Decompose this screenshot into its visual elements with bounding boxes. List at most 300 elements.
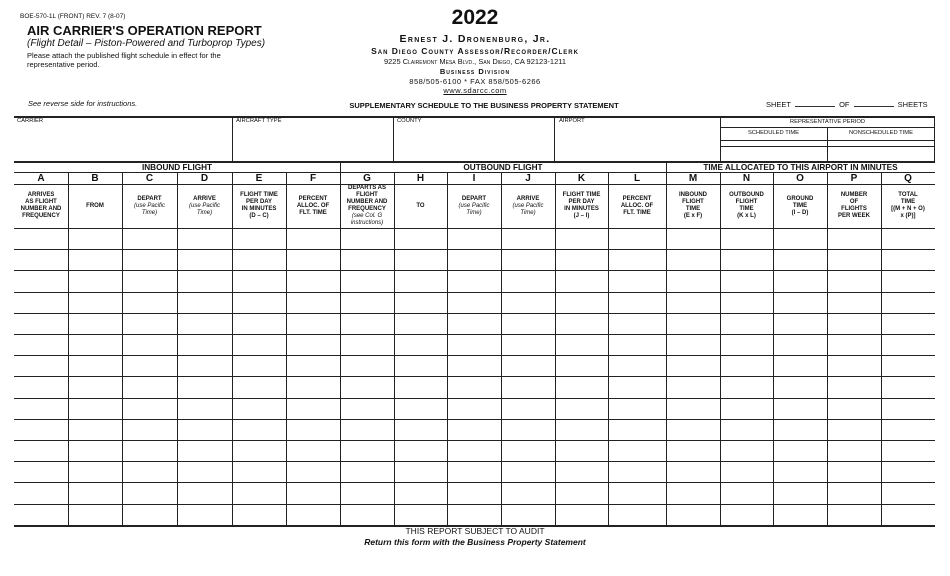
table-cell[interactable]: [448, 420, 500, 439]
table-cell[interactable]: [882, 399, 934, 418]
table-cell[interactable]: [828, 229, 880, 248]
table-cell[interactable]: [667, 293, 719, 312]
table-cell[interactable]: [828, 377, 880, 396]
total-sheets-field[interactable]: [854, 99, 894, 107]
table-cell[interactable]: [448, 271, 500, 290]
sheet-number-field[interactable]: [795, 99, 835, 107]
rule-line: [393, 116, 394, 161]
table-cell[interactable]: [287, 462, 339, 481]
table-cell[interactable]: [395, 250, 446, 269]
table-cell[interactable]: [774, 399, 826, 418]
table-cell[interactable]: [287, 441, 339, 460]
table-cell[interactable]: [667, 271, 719, 290]
table-cell[interactable]: [287, 314, 339, 333]
table-cell[interactable]: [556, 420, 607, 439]
business-division: Business Division: [439, 67, 511, 76]
table-cell[interactable]: [123, 441, 176, 460]
table-cell[interactable]: [233, 377, 285, 396]
column-heading-line: IN MINUTES: [564, 206, 599, 212]
table-cell[interactable]: [828, 314, 880, 333]
table-cell[interactable]: [774, 229, 826, 248]
table-cell[interactable]: [341, 420, 393, 439]
table-cell[interactable]: [448, 314, 500, 333]
column-letter-l: L: [633, 173, 641, 184]
table-cell[interactable]: [341, 229, 393, 248]
table-cell[interactable]: [69, 335, 121, 354]
table-cell[interactable]: [15, 399, 67, 418]
table-cell[interactable]: [448, 335, 500, 354]
table-cell[interactable]: [123, 293, 176, 312]
table-cell[interactable]: [502, 420, 554, 439]
table-cell[interactable]: [233, 293, 285, 312]
table-cell[interactable]: [178, 420, 231, 439]
table-cell[interactable]: [721, 356, 772, 375]
table-cell[interactable]: [828, 483, 880, 502]
table-cell[interactable]: [609, 314, 665, 333]
table-cell[interactable]: [828, 293, 880, 312]
table-cell[interactable]: [502, 462, 554, 481]
table-cell[interactable]: [556, 293, 607, 312]
column-letter-g: G: [363, 173, 371, 184]
table-cell[interactable]: [123, 399, 176, 418]
table-cell[interactable]: [341, 483, 393, 502]
table-cell[interactable]: [69, 250, 121, 269]
column-heading-k: [556, 185, 607, 227]
table-cell[interactable]: [609, 271, 665, 290]
table-cell[interactable]: [178, 250, 231, 269]
table-cell[interactable]: [502, 293, 554, 312]
table-cell[interactable]: [178, 271, 231, 290]
table-cell[interactable]: [667, 229, 719, 248]
table-cell[interactable]: [609, 356, 665, 375]
table-cell[interactable]: [15, 483, 67, 502]
table-cell[interactable]: [341, 293, 393, 312]
column-letter-f: F: [309, 173, 317, 184]
table-cell[interactable]: [667, 335, 719, 354]
table-cell[interactable]: [178, 293, 231, 312]
table-cell[interactable]: [287, 377, 339, 396]
website-text[interactable]: www.sdarcc.com: [443, 86, 507, 95]
table-cell[interactable]: [556, 377, 607, 396]
table-cell[interactable]: [395, 399, 446, 418]
column-heading-e: [233, 185, 285, 227]
table-cell[interactable]: [448, 505, 500, 524]
table-cell[interactable]: [395, 314, 446, 333]
table-cell[interactable]: [667, 483, 719, 502]
table-cell[interactable]: [667, 399, 719, 418]
table-cell[interactable]: [341, 441, 393, 460]
assessor-name: Ernest J. Dronenburg, Jr.: [399, 33, 551, 45]
table-cell[interactable]: [341, 399, 393, 418]
aircraft-type-field[interactable]: [234, 126, 391, 159]
table-cell[interactable]: [502, 356, 554, 375]
table-cell[interactable]: [341, 250, 393, 269]
table-cell[interactable]: [774, 377, 826, 396]
rule-line: [555, 172, 556, 526]
table-cell[interactable]: [721, 377, 772, 396]
table-cell[interactable]: [721, 441, 772, 460]
table-cell[interactable]: [395, 356, 446, 375]
table-cell[interactable]: [233, 505, 285, 524]
table-cell[interactable]: [609, 293, 665, 312]
table-cell[interactable]: [178, 335, 231, 354]
table-cell[interactable]: [882, 229, 934, 248]
table-cell[interactable]: [123, 462, 176, 481]
table-cell[interactable]: [15, 293, 67, 312]
table-cell[interactable]: [15, 441, 67, 460]
table-cell[interactable]: [287, 250, 339, 269]
table-cell[interactable]: [15, 314, 67, 333]
table-cell[interactable]: [341, 271, 393, 290]
table-cell[interactable]: [178, 356, 231, 375]
table-cell[interactable]: [502, 229, 554, 248]
table-cell[interactable]: [287, 229, 339, 248]
table-cell[interactable]: [774, 356, 826, 375]
table-cell[interactable]: [556, 356, 607, 375]
table-cell[interactable]: [15, 420, 67, 439]
table-cell[interactable]: [287, 271, 339, 290]
rule-line: [68, 172, 69, 526]
table-cell[interactable]: [395, 271, 446, 290]
table-cell[interactable]: [667, 250, 719, 269]
table-cell[interactable]: [448, 462, 500, 481]
column-letter-a: A: [37, 173, 45, 184]
table-cell[interactable]: [233, 250, 285, 269]
table-cell[interactable]: [15, 505, 67, 524]
table-cell[interactable]: [721, 483, 772, 502]
column-heading-line: FLT. TIME: [299, 209, 327, 216]
column-heading-p: [828, 185, 880, 227]
table-cell[interactable]: [774, 462, 826, 481]
column-letter-e: E: [255, 173, 263, 184]
county-field[interactable]: [395, 126, 552, 159]
column-heading-line: ALLOC. OF: [296, 202, 330, 209]
column-heading-line: AS FLIGHT: [25, 199, 57, 205]
table-cell[interactable]: [556, 483, 607, 502]
column-heading-line: FLIGHT: [356, 192, 378, 198]
table-cell[interactable]: [556, 462, 607, 481]
column-letter-p: P: [850, 173, 858, 184]
table-cell[interactable]: [69, 483, 121, 502]
scheduled-time-field[interactable]: [722, 147, 825, 160]
table-cell[interactable]: [502, 377, 554, 396]
column-heading-line: FLIGHT: [682, 199, 704, 205]
aircraft-type-label: AIRCRAFT TYPE: [236, 118, 282, 124]
table-cell[interactable]: [69, 377, 121, 396]
table-cell[interactable]: [502, 483, 554, 502]
table-cell[interactable]: [556, 229, 607, 248]
nonscheduled-time-field[interactable]: [829, 147, 933, 160]
table-cell[interactable]: [882, 293, 934, 312]
table-cell[interactable]: [69, 271, 121, 290]
table-cell[interactable]: [828, 420, 880, 439]
table-cell[interactable]: [123, 505, 176, 524]
table-cell[interactable]: [69, 505, 121, 524]
table-cell[interactable]: [448, 441, 500, 460]
column-heading-note: (use Pacific: [133, 202, 165, 209]
table-cell[interactable]: [123, 250, 176, 269]
table-cell[interactable]: [667, 377, 719, 396]
table-cell[interactable]: [556, 271, 607, 290]
table-cell[interactable]: [882, 356, 934, 375]
table-cell[interactable]: [69, 356, 121, 375]
table-cell[interactable]: [667, 420, 719, 439]
table-cell[interactable]: [667, 314, 719, 333]
table-cell[interactable]: [609, 441, 665, 460]
table-cell[interactable]: [721, 293, 772, 312]
column-heading-d: [178, 185, 231, 227]
table-cell[interactable]: [502, 250, 554, 269]
table-cell[interactable]: [287, 293, 339, 312]
time-allocated-header: TIME ALLOCATED TO THIS AIRPORT IN MINUTES: [703, 163, 898, 172]
table-cell[interactable]: [556, 441, 607, 460]
table-cell[interactable]: [178, 505, 231, 524]
table-cell[interactable]: [502, 399, 554, 418]
form-subtitle: (Flight Detail – Piston-Powered and Turboprop Types): [27, 38, 266, 49]
table-cell[interactable]: [609, 399, 665, 418]
table-cell[interactable]: [609, 250, 665, 269]
table-cell[interactable]: [721, 250, 772, 269]
table-cell[interactable]: [882, 483, 934, 502]
table-cell[interactable]: [609, 505, 665, 524]
table-cell[interactable]: [828, 250, 880, 269]
table-cell[interactable]: [395, 462, 446, 481]
table-cell[interactable]: [828, 441, 880, 460]
table-cell[interactable]: [287, 335, 339, 354]
column-heading-i: [448, 185, 500, 227]
table-cell[interactable]: [341, 462, 393, 481]
table-cell[interactable]: [556, 399, 607, 418]
table-cell[interactable]: [15, 462, 67, 481]
table-cell[interactable]: [233, 441, 285, 460]
table-cell[interactable]: [123, 335, 176, 354]
table-cell[interactable]: [448, 229, 500, 248]
table-cell[interactable]: [774, 441, 826, 460]
table-cell[interactable]: [556, 335, 607, 354]
table-cell[interactable]: [233, 399, 285, 418]
column-heading-line: (E x F): [683, 213, 703, 219]
table-cell[interactable]: [882, 271, 934, 290]
table-cell[interactable]: [395, 377, 446, 396]
table-cell[interactable]: [15, 377, 67, 396]
table-cell[interactable]: [448, 377, 500, 396]
table-cell[interactable]: [828, 462, 880, 481]
table-cell[interactable]: [667, 441, 719, 460]
carrier-field[interactable]: [16, 126, 230, 159]
table-cell[interactable]: [341, 377, 393, 396]
column-heading-line: FLIGHT TIME: [562, 192, 601, 198]
table-cell[interactable]: [123, 271, 176, 290]
table-cell[interactable]: [774, 483, 826, 502]
assessor-office: San Diego County Assessor/Recorder/Clerk: [371, 46, 579, 56]
table-cell[interactable]: [448, 483, 500, 502]
table-cell[interactable]: [69, 314, 121, 333]
table-cell[interactable]: [178, 483, 231, 502]
table-cell[interactable]: [123, 420, 176, 439]
table-cell[interactable]: [721, 335, 772, 354]
table-cell[interactable]: [502, 505, 554, 524]
table-cell[interactable]: [774, 335, 826, 354]
office-address: 9225 Clairemont Mesa Blvd., San Diego, CA 92123-1211: [383, 57, 567, 66]
table-cell[interactable]: [721, 399, 772, 418]
table-cell[interactable]: [882, 505, 934, 524]
table-cell[interactable]: [69, 399, 121, 418]
table-cell[interactable]: [828, 356, 880, 375]
table-cell[interactable]: [123, 229, 176, 248]
table-cell[interactable]: [69, 293, 121, 312]
table-cell[interactable]: [395, 293, 446, 312]
table-cell[interactable]: [395, 441, 446, 460]
column-heading-line: x (P)]: [900, 213, 916, 219]
table-cell[interactable]: [233, 483, 285, 502]
table-cell[interactable]: [178, 377, 231, 396]
column-letter-h: H: [416, 173, 425, 184]
table-cell[interactable]: [609, 335, 665, 354]
column-letter-b: B: [91, 173, 99, 184]
table-cell[interactable]: [828, 271, 880, 290]
table-cell[interactable]: [178, 441, 231, 460]
table-cell[interactable]: [721, 462, 772, 481]
table-cell[interactable]: [556, 314, 607, 333]
table-cell[interactable]: [556, 250, 607, 269]
table-cell[interactable]: [123, 314, 176, 333]
table-cell[interactable]: [233, 420, 285, 439]
table-cell[interactable]: [828, 335, 880, 354]
table-cell[interactable]: [882, 250, 934, 269]
airport-field[interactable]: [556, 126, 718, 159]
table-cell[interactable]: [609, 377, 665, 396]
table-cell[interactable]: [609, 462, 665, 481]
table-cell[interactable]: [721, 314, 772, 333]
table-cell[interactable]: [667, 505, 719, 524]
table-cell[interactable]: [774, 420, 826, 439]
table-cell[interactable]: [774, 314, 826, 333]
table-cell[interactable]: [15, 229, 67, 248]
table-cell[interactable]: [502, 271, 554, 290]
table-cell[interactable]: [721, 505, 772, 524]
column-heading-line: ALLOC. OF: [620, 202, 654, 209]
table-cell[interactable]: [828, 399, 880, 418]
table-cell[interactable]: [448, 399, 500, 418]
table-cell[interactable]: [15, 356, 67, 375]
table-cell[interactable]: [882, 314, 934, 333]
table-cell[interactable]: [502, 441, 554, 460]
table-cell[interactable]: [448, 250, 500, 269]
column-heading-line: ARRIVES: [27, 192, 55, 198]
table-cell[interactable]: [341, 314, 393, 333]
table-cell[interactable]: [287, 356, 339, 375]
table-cell[interactable]: [448, 293, 500, 312]
table-cell[interactable]: [882, 335, 934, 354]
table-cell[interactable]: [15, 335, 67, 354]
form-id: BOE-570-1L (FRONT) REV. 7 (8-07): [20, 13, 126, 20]
table-cell[interactable]: [69, 441, 121, 460]
table-cell[interactable]: [178, 462, 231, 481]
table-cell[interactable]: [395, 335, 446, 354]
table-cell[interactable]: [395, 420, 446, 439]
table-cell[interactable]: [502, 314, 554, 333]
column-heading-line: NUMBER AND: [346, 199, 388, 205]
table-cell[interactable]: [287, 399, 339, 418]
table-cell[interactable]: [15, 271, 67, 290]
table-cell[interactable]: [882, 462, 934, 481]
table-cell[interactable]: [233, 356, 285, 375]
table-cell[interactable]: [828, 505, 880, 524]
column-heading-line: ARRIVE: [193, 195, 216, 202]
table-cell[interactable]: [609, 229, 665, 248]
sheets-label: SHEETS: [897, 100, 928, 109]
table-cell[interactable]: [69, 229, 121, 248]
table-cell[interactable]: [178, 399, 231, 418]
column-heading-l: [609, 185, 665, 227]
column-heading-line: PER WEEK: [837, 213, 870, 219]
website-link[interactable]: [0, 86, 950, 95]
table-cell[interactable]: [69, 420, 121, 439]
table-cell[interactable]: [233, 335, 285, 354]
rule-line: [720, 172, 721, 526]
table-cell[interactable]: [341, 356, 393, 375]
table-cell[interactable]: [774, 293, 826, 312]
table-cell[interactable]: [341, 335, 393, 354]
table-cell[interactable]: [774, 250, 826, 269]
inbound-flight-header: INBOUND FLIGHT: [141, 163, 213, 172]
table-cell[interactable]: [287, 483, 339, 502]
table-cell[interactable]: [667, 462, 719, 481]
table-cell[interactable]: [721, 271, 772, 290]
table-cell[interactable]: [69, 462, 121, 481]
column-heading-note: Time): [520, 209, 536, 216]
table-cell[interactable]: [178, 229, 231, 248]
table-cell[interactable]: [178, 314, 231, 333]
table-cell[interactable]: [123, 377, 176, 396]
table-cell[interactable]: [233, 271, 285, 290]
table-cell[interactable]: [721, 229, 772, 248]
representative-period-label: REPRESENTATIVE PERIOD: [789, 119, 866, 125]
return-notice: Return this form with the Business Property Statement: [364, 537, 586, 547]
column-heading-note: Time): [141, 209, 158, 216]
column-letter-d: D: [200, 173, 209, 184]
table-cell[interactable]: [395, 483, 446, 502]
table-cell[interactable]: [882, 377, 934, 396]
table-cell[interactable]: [15, 250, 67, 269]
table-cell[interactable]: [502, 335, 554, 354]
table-cell[interactable]: [448, 356, 500, 375]
table-cell[interactable]: [882, 420, 934, 439]
table-cell[interactable]: [609, 420, 665, 439]
table-cell[interactable]: [123, 483, 176, 502]
table-cell[interactable]: [287, 505, 339, 524]
table-cell[interactable]: [774, 271, 826, 290]
table-cell[interactable]: [556, 505, 607, 524]
table-cell[interactable]: [341, 505, 393, 524]
table-cell[interactable]: [395, 229, 446, 248]
table-cell[interactable]: [882, 441, 934, 460]
table-cell[interactable]: [774, 505, 826, 524]
column-heading-m: [667, 185, 719, 227]
table-cell[interactable]: [233, 314, 285, 333]
table-cell[interactable]: [395, 505, 446, 524]
table-cell[interactable]: [233, 229, 285, 248]
table-cell[interactable]: [609, 483, 665, 502]
column-heading-line: PER DAY: [568, 199, 595, 205]
column-heading-line: (K x L): [737, 213, 756, 219]
table-cell[interactable]: [721, 420, 772, 439]
table-cell[interactable]: [123, 356, 176, 375]
table-cell[interactable]: [667, 356, 719, 375]
column-heading-line: IN MINUTES: [241, 206, 277, 212]
table-cell[interactable]: [287, 420, 339, 439]
table-cell[interactable]: [233, 462, 285, 481]
